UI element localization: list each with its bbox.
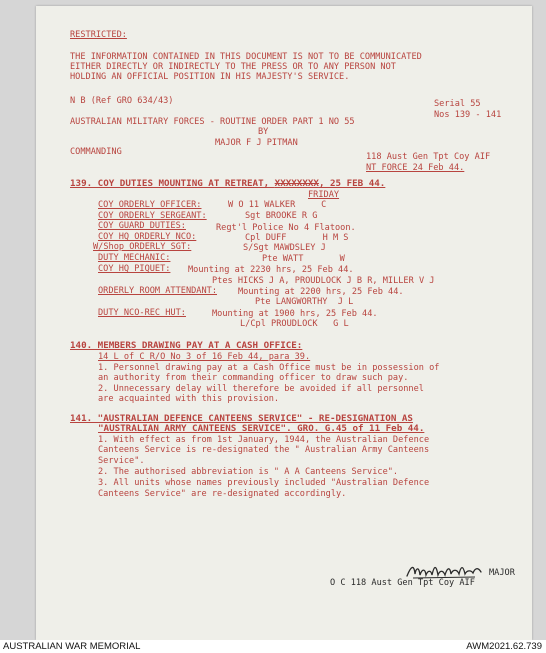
order-title: AUSTRALIAN MILITARY FORCES - ROUTINE ORDER PART 1 NO 55	[70, 117, 355, 127]
duty-name-hq-nco: Cpl DUFF H M S	[245, 233, 349, 243]
location-date: NT FORCE 24 Feb 44.	[366, 163, 465, 173]
duty-name-orderly-sergeant: Sgt BROOKE R G	[245, 211, 318, 221]
signoff-rank: MAJOR	[489, 568, 515, 578]
piquet-mounting: Mounting at 2230 hrs, 25 Feb 44.	[188, 265, 354, 275]
duty-name-mechanic: Pte WATT W	[262, 254, 345, 264]
duty-role-orderly-sergeant: COY ORDERLY SERGEANT:	[98, 211, 207, 221]
archive-footer	[0, 640, 546, 653]
order-140-line-4: are acquainted with this provision.	[98, 394, 280, 404]
signoff-unit: O C 118 Aust Gen Tpt Coy AIF	[330, 578, 475, 588]
by-label: BY	[258, 127, 269, 137]
order-141-line-3: Service".	[98, 456, 145, 466]
unit-name: 118 Aust Gen Tpt Coy AIF	[366, 152, 491, 162]
rec-hut-personnel: L/Cpl PROUDLOCK G L	[240, 319, 349, 329]
notice-line-1: THE INFORMATION CONTAINED IN THIS DOCUMENT IS NOT TO BE COMMUNICATED	[70, 52, 422, 62]
duty-name-guard: Regt'l Police No 4 Flatoon.	[216, 223, 356, 233]
commander-name: MAJOR F J PITMAN	[215, 138, 298, 148]
duty-role-guard: COY GUARD DUTIES:	[98, 221, 186, 231]
order-139-day: FRIDAY	[308, 190, 340, 200]
notice-line-3: HOLDING AN OFFICIAL POSITION IN HIS MAJESTY'S SERVICE.	[70, 72, 350, 82]
order-141-line-5: 3. All units whose names previously included "Australian Defence	[98, 478, 430, 488]
order-141-line-6: Canteens Service" are re-designated accordingly.	[98, 489, 347, 499]
duty-name-workshop-sgt: S/Sgt MAWDSLEY J	[243, 243, 326, 253]
order-140-line-1: 1. Personnel drawing pay at a Cash Office must be in possession of	[98, 363, 440, 373]
duty-role-mechanic: DUTY MECHANIC:	[98, 253, 171, 263]
serial-number: Serial 55	[434, 99, 481, 109]
duty-role-orderly-officer: COY ORDERLY OFFICER:	[98, 200, 202, 210]
rec-hut-mounting: Mounting at 1900 hrs, 25 Feb 44.	[212, 309, 378, 319]
order-141-heading: 141. "AUSTRALIAN DEFENCE CANTEENS SERVICE" - RE-DESIGNATION AS	[70, 413, 413, 424]
order-141-line-1: 1. With effect as from 1st January, 1944, the Australian Defence	[98, 435, 430, 445]
order-numbers: Nos 139 - 141	[434, 110, 502, 120]
duty-role-piquet: COY HQ PIQUET:	[98, 264, 171, 274]
order-139-heading: 139. COY DUTIES MOUNTING AT RETREAT, XXXXXXXX, 25 FEB 44.	[70, 178, 386, 189]
order-140-heading: 140. MEMBERS DRAWING PAY AT A CASH OFFICE:	[70, 340, 303, 351]
order-141-line-2: Canteens Service is re-designated the " Australian Army Canteens	[98, 445, 430, 455]
commanding-label: COMMANDING	[70, 147, 122, 157]
duty-name-orderly-officer: W O 11 WALKER C	[228, 200, 327, 210]
struck-text: XXXXXXXX	[274, 178, 319, 189]
notice-line-2: EITHER DIRECTLY OR INDIRECTLY TO THE PRESS OR TO ANY PERSON NOT	[70, 62, 396, 72]
archive-id: AWM2021.62.739	[466, 641, 542, 652]
order-140-reference: 14 L of C R/O No 3 of 16 Feb 44, para 39.	[98, 352, 311, 362]
order-140-line-3: 2. Unnecessary delay will therefore be avoided if all personnel	[98, 384, 424, 394]
reference: N B (Ref GRO 634/43)	[70, 96, 174, 106]
duty-role-orderly-room: ORDERLY ROOM ATTENDANT:	[98, 286, 217, 296]
duty-role-rec-hut: DUTY NCO-REC HUT:	[98, 308, 186, 318]
orderly-room-personnel: Pte LANGWORTHY J L	[255, 297, 354, 307]
archive-name: AUSTRALIAN WAR MEMORIAL	[3, 641, 141, 652]
order-141-heading-2: "AUSTRALIAN ARMY CANTEENS SERVICE". GRO. G.45 of 11 Feb 44.	[98, 423, 425, 434]
orderly-room-mounting: Mounting at 2200 hrs, 25 Feb 44.	[238, 287, 404, 297]
order-140-line-2: an authority from their commanding officer to draw such pay.	[98, 373, 409, 383]
restricted-label: RESTRICTED:	[70, 30, 127, 40]
duty-role-workshop-sgt: W/Shop ORDERLY SGT:	[93, 242, 192, 252]
piquet-personnel: Ptes HICKS J A, PROUDLOCK J B R, MILLER V J	[212, 276, 435, 286]
order-141-line-4: 2. The authorised abbreviation is " A A Canteens Service".	[98, 467, 399, 477]
duty-role-hq-nco: COY HQ ORDERLY NCO:	[98, 232, 197, 242]
